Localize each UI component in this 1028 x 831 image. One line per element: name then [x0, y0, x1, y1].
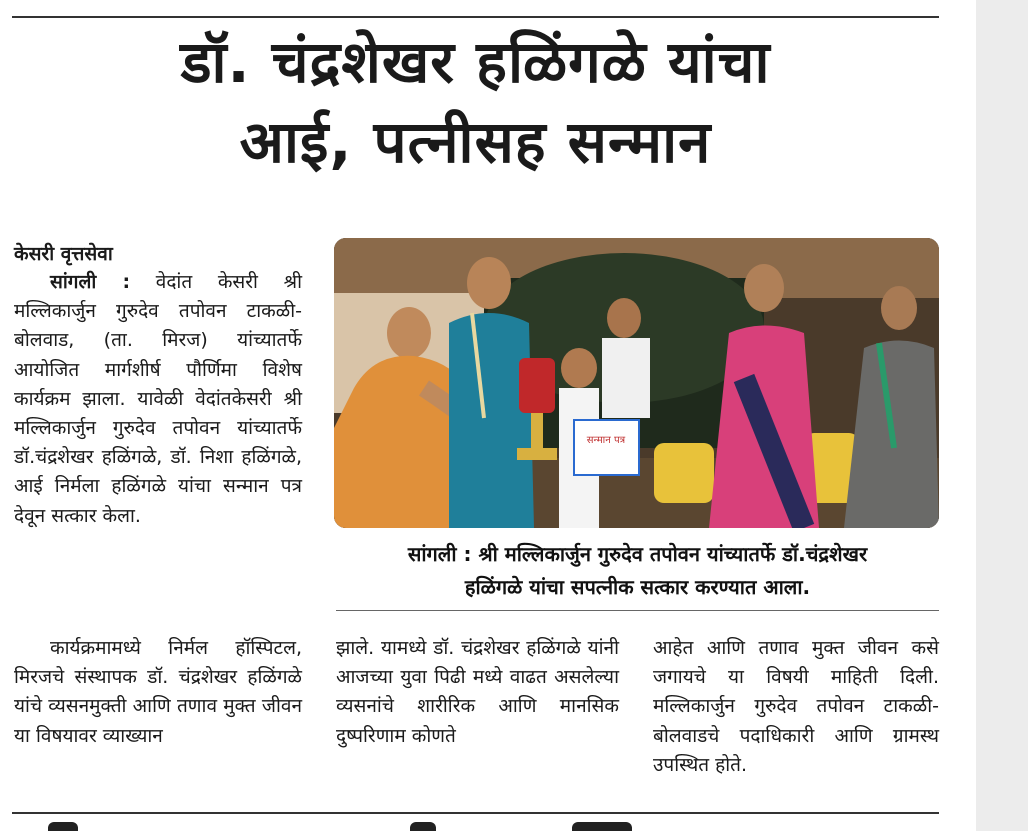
caption-rule	[336, 610, 939, 611]
article-column-3	[653, 634, 939, 780]
article-column-1	[14, 268, 302, 531]
caption-line-2: हळिंगळे यांचा सपत्नीक सत्कार करण्यात आला.	[464, 575, 811, 599]
photo-illustration	[334, 238, 939, 528]
bottom-rule	[12, 812, 939, 814]
headline	[12, 22, 939, 182]
headline-line-2: आई, पत्नीसह सन्मान	[239, 108, 712, 176]
article-paragraph-2-part-1: कार्यक्रमामध्ये निर्मल हॉस्पिटल, मिरजचे संस्थापक डॉ. चंद्रशेखर हळिंगळे यांचे व्यसनमुक्ती आणि तणाव मुक्त जीवन या विषयावर व्याख्यान	[14, 637, 302, 747]
headline-line-1: डॉ. चंद्रशेखर हळिंगळे यांचा	[180, 28, 771, 96]
news-photo	[334, 238, 939, 528]
dateline: सांगली :	[50, 271, 131, 293]
next-article-edge	[12, 818, 939, 831]
article-paragraph-1: वेदांत केसरी श्री मल्लिकार्जुन गुरुदेव तपोवन टाकळी-बोलवाड, (ता. मिरज) यांच्यातर्फे आयोजित मार्गशीर्ष पौर्णिमा विशेष कार्यक्रम झाला. यावेळी वेदांतकेसरी श्री मल्लिकार्जुन गुरुदेव तपोवन यांच्यातर्फे डॉ.चंद्रशेखर हळिंगळे, डॉ. निशा हळिंगळे, आई निर्मला हळिंगळे यांचा सन्मान पत्र देवून सत्कार केला.	[14, 271, 303, 527]
side-panel	[976, 0, 1028, 831]
byline: केसरी वृत्तसेवा	[14, 243, 113, 265]
top-rule	[12, 16, 939, 18]
article-paragraph-2-part-2: झाले. यामध्ये डॉ. चंद्रशेखर हळिंगळे यांनी आजच्या युवा पिढी मध्ये वाढत असलेल्या व्यसनांचे शारीरिक आणि मानसिक दुष्परिणाम कोणते	[336, 637, 619, 747]
article-column-1-continued	[14, 634, 302, 751]
caption-line-1: सांगली : श्री मल्लिकार्जुन गुरुदेव तपोवन यांच्यातर्फे डॉ.चंद्रशेखर	[407, 542, 868, 566]
photo-caption	[336, 538, 939, 604]
certificate-text: सन्मान पत्र	[586, 435, 626, 446]
article-paragraph-2-part-3: आहेत आणि तणाव मुक्त जीवन कसे जगायचे या विषयी माहिती दिली. मल्लिकार्जुन गुरुदेव तपोवन टाकळी-बोलवाडचे पदाधिकारी आणि ग्रामस्थ उपस्थित होते.	[653, 637, 939, 776]
article-column-2	[336, 634, 619, 751]
